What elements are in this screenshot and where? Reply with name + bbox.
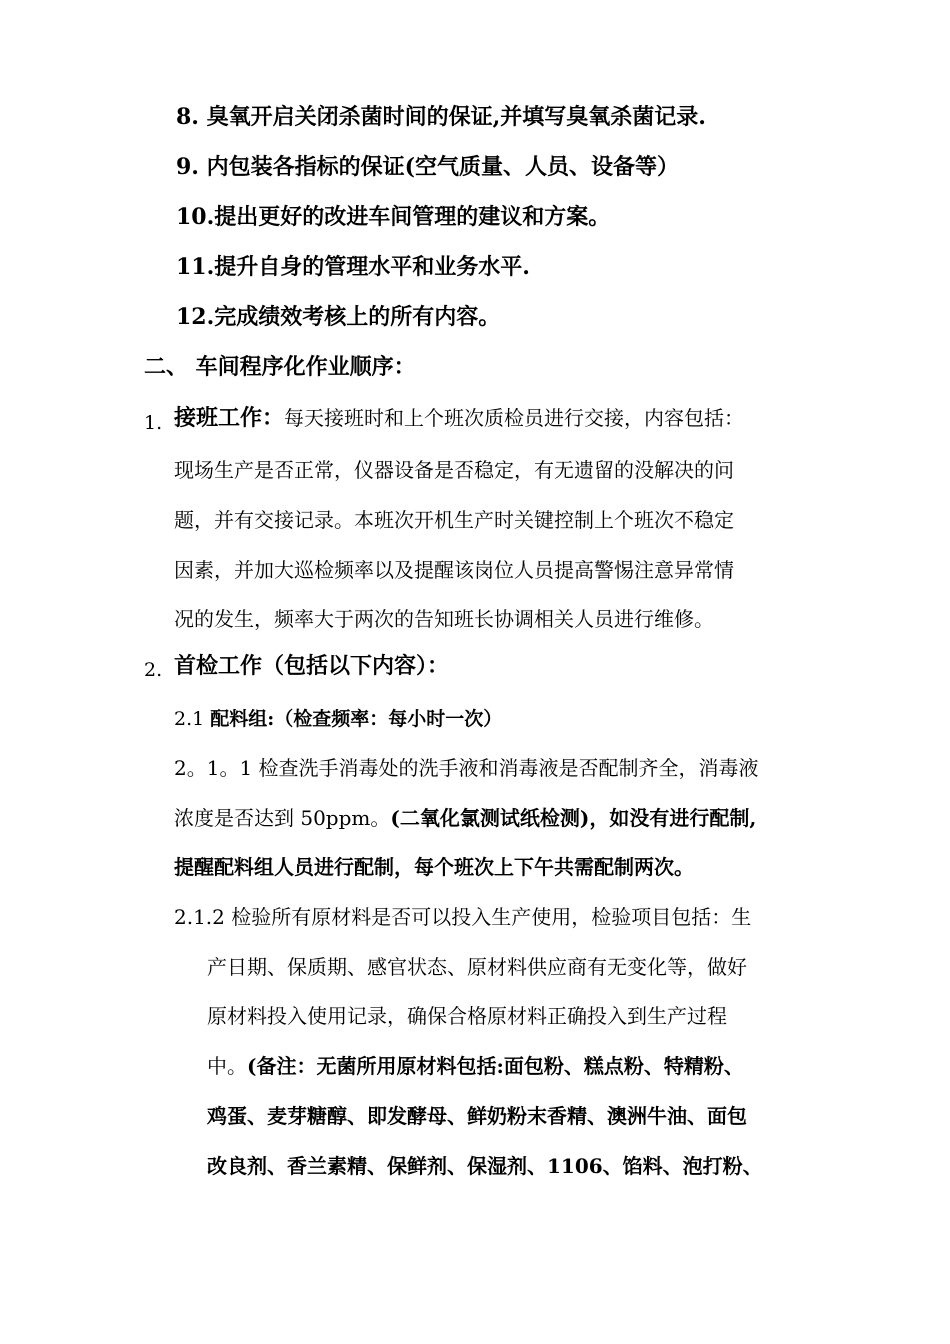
duty-text: 内包装各指标的保证(空气质量、人员、设备等） xyxy=(206,154,680,180)
item2-number: 2. xyxy=(144,659,163,681)
item1-first-line xyxy=(174,407,744,429)
item1-text-line: 现场生产是否正常，仪器设备是否稳定，有无遗留的没解决的问 xyxy=(174,458,734,482)
paragraph-2-1-2-line: 2.1.2 检验所有原材料是否可以投入生产使用，检验项目包括：生 xyxy=(174,905,752,929)
duty-item-10 xyxy=(176,206,610,228)
duty-number: 11. xyxy=(176,254,215,280)
item1-text-line: 每天接班时和上个班次质检员进行交接，内容包括： xyxy=(284,406,745,430)
paragraph-2-1-2-line: 鸡蛋、麦芽糖醇、即发酵母、鲜奶粉末香精、澳洲牛油、面包 xyxy=(207,1104,747,1128)
text-normal: 浓度是否达到 50ppm。 xyxy=(174,806,391,830)
duty-number: 8. xyxy=(176,104,199,130)
item1-title: 接班工作： xyxy=(174,405,285,431)
subsection-2-1 xyxy=(174,710,502,729)
item1-text-line: 题，并有交接记录。本班次开机生产时关键控制上个班次不稳定 xyxy=(174,508,734,532)
text-normal: 中。 xyxy=(207,1054,247,1078)
duty-text: 提出更好的改进车间管理的建议和方案。 xyxy=(214,204,611,230)
paragraph-2-1-2-line: 产日期、保质期、感官状态、原材料供应商有无变化等，做好 xyxy=(207,955,747,979)
subsection-number: 2.1 xyxy=(174,708,205,730)
duty-item-9 xyxy=(176,156,679,178)
duty-number: 10. xyxy=(176,204,215,230)
duty-number: 9. xyxy=(176,154,199,180)
duty-item-11 xyxy=(176,256,530,278)
paragraph-2-1-2-line xyxy=(207,1056,744,1076)
duty-text: 提升自身的管理水平和业务水平. xyxy=(214,254,530,280)
paragraph-2-1-2-line: 改良剂、香兰素精、保鲜剂、保湿剂、1106、馅料、泡打粉、 xyxy=(207,1154,763,1178)
paragraph-2-1-1-line: 提醒配料组人员进行配制，每个班次上下午共需配制两次。 xyxy=(174,855,694,879)
section-heading: 二、 车间程序化作业顺序： xyxy=(144,354,416,380)
duty-item-8 xyxy=(176,106,706,128)
subsection-title: 配料组:（检查频率：每小时一次） xyxy=(210,708,503,730)
text-bold: (二氧化氯测试纸检测)，如没有进行配制, xyxy=(390,806,757,830)
duty-number: 12. xyxy=(176,304,215,330)
paragraph-2-1-1-line xyxy=(174,808,756,828)
duty-text: 臭氧开启关闭杀菌时间的保证,并填写臭氧杀菌记录. xyxy=(206,104,706,130)
item1-text-line: 因素，并加大巡检频率以及提醒该岗位人员提高警惕注意异常情 xyxy=(174,558,734,582)
paragraph-2-1-1-line: 2。1。1 检查洗手消毒处的洗手液和消毒液是否配制齐全，消毒液 xyxy=(174,756,759,780)
text-bold: (备注：无菌所用原材料包括:面包粉、糕点粉、特精粉、 xyxy=(247,1054,744,1078)
duty-item-12 xyxy=(176,306,500,328)
item1-text-line: 况的发生，频率大于两次的告知班长协调相关人员进行维修。 xyxy=(174,607,714,631)
item2-title: 首检工作（包括以下内容）： xyxy=(174,653,450,679)
item1-number: 1. xyxy=(144,412,163,434)
duty-text: 完成绩效考核上的所有内容。 xyxy=(214,304,501,330)
paragraph-2-1-2-line: 原材料投入使用记录，确保合格原材料正确投入到生产过程 xyxy=(207,1004,727,1028)
